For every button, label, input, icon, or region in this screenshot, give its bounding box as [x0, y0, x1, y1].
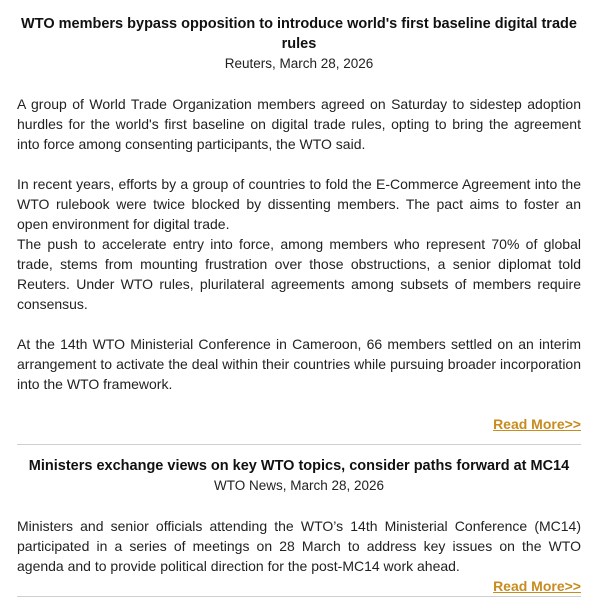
article-source: Reuters, March 28, 2026 — [224, 56, 374, 71]
article-paragraph: At the 14th WTO Ministerial Conference in Cameroon, 66 members settled on an interim arrangement to activate the deal within their countries while pursuing broader incorporation into the WTO framework. — [17, 336, 581, 392]
article-paragraph: Ministers and senior officials attending the WTO’s 14th Ministerial Conference (MC14) participated in a series of meetings on 28 March to address key issues on the WTO agenda and to provide political direction for the post-MC14 work ahead. — [17, 518, 581, 574]
article-source: WTO News, March 28, 2026 — [213, 478, 385, 493]
read-more-row — [17, 576, 581, 596]
article-wto-digital-trade — [17, 0, 581, 444]
read-more-link[interactable]: Read More>> — [493, 416, 581, 432]
read-more-row — [17, 414, 581, 434]
article-title: Ministers exchange views on key WTO topics, consider paths forward at MC14 — [28, 458, 570, 474]
article-mc14-ministers — [17, 445, 581, 597]
article-paragraph: A group of World Trade Organization members agreed on Saturday to sidestep adoption hurdles for the world's first baseline on digital trade rules, opting to bring the agreement into force among consenting participants, the WTO said. — [17, 96, 581, 152]
article-paragraph: In recent years, efforts by a group of countries to fold the E-Commerce Agreement into the WTO rulebook were twice blocked by dissenting members. The pact aims to foster an open environment for digital trade. — [17, 176, 581, 232]
read-more-link[interactable]: Read More>> — [493, 578, 581, 594]
article-title: WTO members bypass opposition to introduce world's first baseline digital trade rules — [21, 16, 577, 52]
article-paragraph: The push to accelerate entry into force, among members who represent 70% of global trade, stems from mounting frustration over those obstructions, a senior diplomat told Reuters. Under WTO rules, plurilateral agreements among subsets of members require consensus. — [17, 236, 581, 312]
